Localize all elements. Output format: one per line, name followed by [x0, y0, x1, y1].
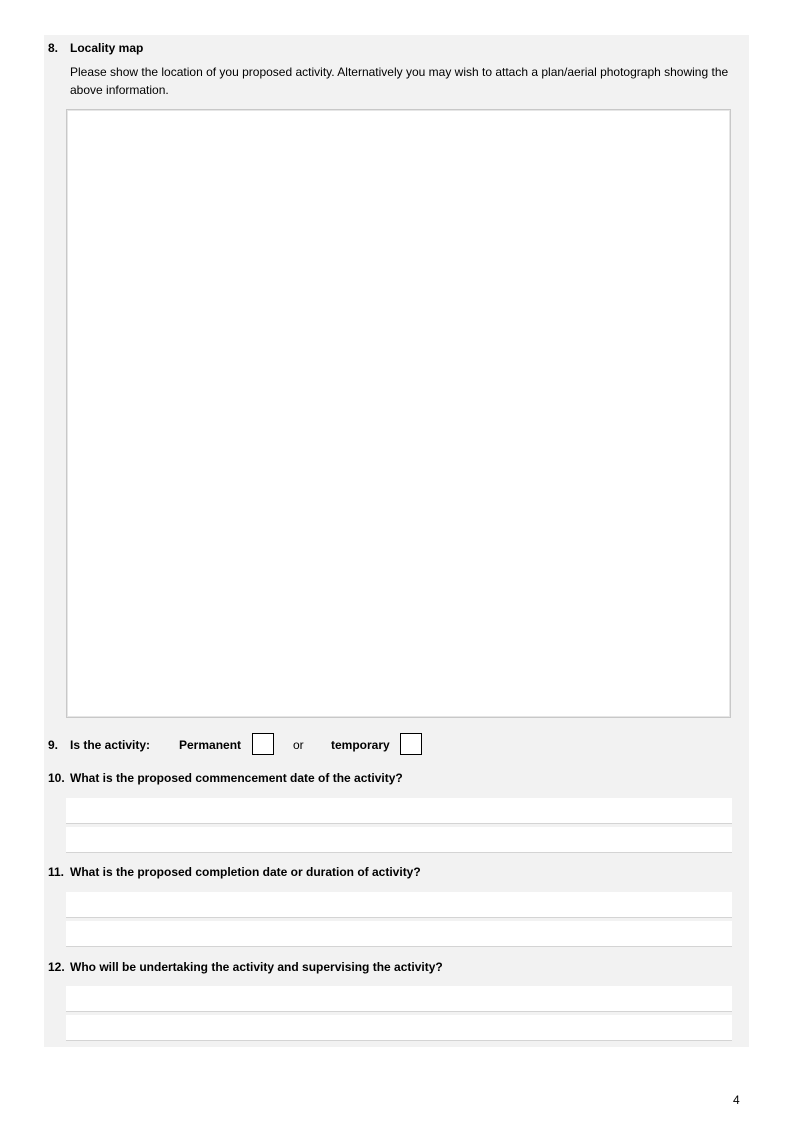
q8-instructions: Please show the location of you proposed activity. Alternatively you may wish to attach a plan/aerial photograph showing the above information. [70, 65, 729, 97]
q8-number: 8. [48, 41, 59, 55]
q9-number: 9. [48, 738, 59, 752]
q10-answer-line-2[interactable] [66, 827, 732, 853]
q9-title: Is the activity: [70, 738, 151, 752]
permanent-label: Permanent [179, 738, 242, 752]
q11-answer-line-1[interactable] [66, 892, 732, 918]
q11-title: What is the proposed completion date or duration of activity? [70, 865, 421, 879]
q10-title: What is the proposed commencement date of the activity? [70, 771, 403, 785]
q12-title: Who will be undertaking the activity and supervising the activity? [70, 960, 443, 974]
locality-map-field[interactable] [66, 109, 731, 718]
q8-title: Locality map [70, 41, 144, 55]
temporary-checkbox[interactable] [400, 733, 422, 755]
q12-answer-line-1[interactable] [66, 986, 732, 1012]
q11-answer-line-2[interactable] [66, 921, 732, 947]
q12-answer-line-2[interactable] [66, 1015, 732, 1041]
q11-number: 11. [48, 865, 65, 879]
permanent-checkbox[interactable] [252, 733, 274, 755]
q12-number: 12. [48, 960, 65, 974]
temporary-label: temporary [331, 738, 390, 752]
q10-number: 10. [48, 771, 65, 785]
q10-answer-line-1[interactable] [66, 798, 732, 824]
or-label: or [293, 738, 304, 752]
page-number: 4 [733, 1093, 740, 1107]
